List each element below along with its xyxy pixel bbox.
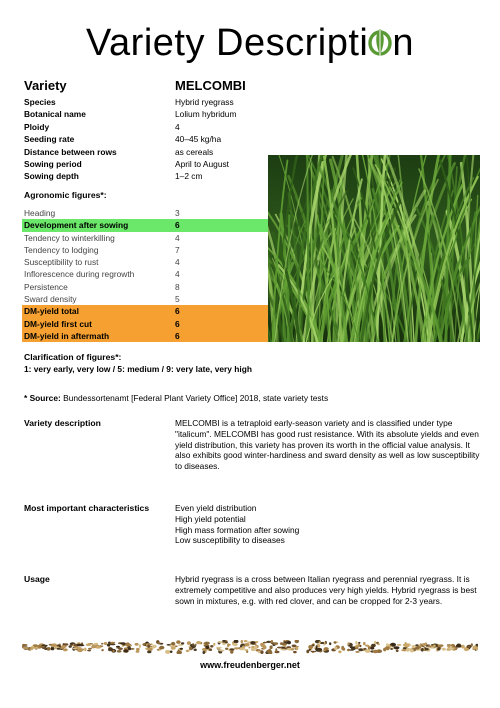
usage-label: Usage	[24, 574, 50, 584]
seed	[244, 640, 248, 642]
seed	[334, 641, 337, 644]
seed	[186, 650, 188, 652]
seed	[227, 643, 229, 647]
seed	[104, 642, 108, 645]
leaf-o-icon	[367, 25, 393, 57]
seed	[189, 647, 192, 650]
seed	[58, 645, 60, 647]
seed	[292, 645, 297, 648]
seed	[363, 642, 366, 645]
seed	[260, 650, 263, 654]
seed	[101, 643, 103, 645]
usage-text: Hybrid ryegrass is a cross between Italian ryegrass and perennial ryegrass. It is extremely competitive and also produces very high yields. Hybrid ryegrass is best sown in mixtures, e.g. with red clover, and can be cropped for 2-3 years.	[175, 574, 477, 606]
seed	[412, 645, 416, 649]
figure-label: Persistence	[24, 281, 68, 292]
seed	[23, 647, 29, 649]
seed	[151, 643, 153, 645]
seed	[117, 650, 122, 653]
seed	[86, 644, 92, 647]
seed	[316, 645, 318, 648]
source-text: Bundessortenamt [Federal Plant Variety Office] 2018, state variety tests	[60, 393, 329, 403]
seed	[319, 641, 321, 643]
seed	[125, 642, 130, 646]
seed	[360, 645, 362, 647]
figure-value: 6	[175, 306, 180, 317]
seed	[241, 640, 243, 643]
seed	[355, 641, 357, 644]
seed	[358, 642, 360, 644]
seed	[394, 646, 400, 649]
seed	[181, 642, 184, 644]
figure-value: 3	[175, 208, 180, 218]
seed	[309, 649, 311, 651]
characteristics-list	[175, 503, 475, 546]
seed	[438, 644, 443, 646]
seed	[473, 646, 478, 650]
seed	[210, 645, 213, 648]
seed	[34, 647, 38, 649]
seed	[427, 646, 432, 648]
figure-value: 4	[175, 257, 180, 268]
seed	[187, 641, 191, 645]
seed	[246, 650, 248, 653]
seed	[424, 648, 429, 650]
variety-description-text: MELCOMBI is a tetraploid early-season variety and is classified under type "italicum". MELCOMBI has good rust resistance. With its absolute yields and even yield distribution, this variety has proven its worth in the official value analysis. It also exhibits good winter-hardiness and sward density as well as low susceptibility to diseases.	[175, 418, 480, 472]
seed	[456, 644, 462, 647]
spec-value: 40–45 kg/ha	[175, 134, 222, 145]
figure-label: Heading	[24, 208, 56, 218]
spec-value: as cereals	[175, 146, 214, 157]
figure-row	[22, 232, 268, 244]
variety-description-label: Variety description	[24, 418, 101, 428]
figure-label: Susceptibility to rust	[24, 257, 99, 268]
seed	[447, 645, 450, 648]
list-item: Even yield distribution	[175, 503, 257, 513]
seed	[461, 645, 465, 649]
spec-label: Sowing period	[24, 158, 82, 169]
seed	[213, 643, 215, 646]
seed	[63, 648, 68, 651]
seed	[287, 641, 291, 644]
figure-row	[22, 293, 268, 305]
spec-row	[24, 109, 274, 121]
seed	[250, 641, 255, 644]
seed	[290, 648, 294, 650]
variety-label: Variety	[24, 78, 67, 93]
seed	[390, 648, 393, 650]
seed	[120, 642, 126, 645]
seed	[397, 644, 402, 646]
seed	[158, 642, 161, 644]
seed	[233, 643, 238, 647]
spec-value: 4	[175, 121, 180, 132]
seed	[347, 649, 350, 651]
spec-row	[24, 97, 274, 109]
footer-url[interactable]: www.freudenberger.net	[200, 660, 300, 670]
seed	[135, 643, 139, 646]
seed	[324, 647, 329, 650]
seed	[277, 647, 282, 649]
clarification-text: 1: very early, very low / 5: medium / 9: very late, very high	[24, 364, 252, 374]
seed	[273, 642, 278, 645]
seed	[176, 640, 181, 644]
figure-row	[22, 281, 268, 293]
seed	[329, 642, 331, 645]
figure-label: Tendency to lodging	[24, 244, 99, 255]
seed	[218, 641, 223, 643]
seed	[110, 642, 115, 644]
seed	[415, 644, 418, 646]
figure-value: 6	[175, 318, 180, 329]
figure-row	[22, 330, 268, 342]
title-text: Variety Descripti	[86, 22, 369, 64]
seed	[165, 650, 171, 654]
seed	[263, 646, 267, 649]
seed	[57, 648, 61, 650]
seed	[240, 647, 245, 650]
spec-label: Seeding rate	[24, 134, 75, 145]
seed	[433, 645, 436, 648]
seed	[128, 646, 130, 649]
figure-value: 6	[175, 220, 180, 231]
list-item: Low susceptibility to diseases	[175, 535, 285, 546]
clarification-title: Clarification of figures*:	[24, 352, 122, 362]
seed	[437, 647, 440, 650]
seed	[385, 646, 389, 649]
spec-row	[24, 171, 274, 183]
seed-strip-image	[22, 640, 478, 654]
seed	[406, 648, 410, 652]
figure-label: DM-yield in aftermath	[24, 330, 110, 341]
seed	[152, 645, 156, 648]
seed	[209, 648, 212, 651]
seed	[230, 650, 233, 653]
seed	[88, 648, 92, 650]
seed-strip-decoration	[22, 640, 478, 654]
seed	[421, 648, 424, 652]
seed	[448, 648, 453, 650]
figure-value: 5	[175, 294, 180, 305]
seed	[118, 648, 123, 650]
seed	[396, 650, 399, 653]
spec-label: Distance between rows	[24, 146, 117, 157]
seed	[147, 651, 151, 654]
seed	[91, 645, 95, 648]
figure-label: DM-yield total	[24, 306, 79, 317]
seed	[266, 641, 271, 643]
seed	[338, 650, 341, 653]
seed	[275, 648, 277, 652]
figure-label: DM-yield first cut	[24, 318, 92, 329]
seed	[423, 644, 426, 646]
seed	[73, 648, 77, 650]
seed	[225, 648, 228, 650]
figure-value: 7	[175, 244, 180, 255]
seed	[112, 650, 114, 652]
seed	[178, 650, 180, 653]
seed	[171, 642, 175, 646]
seed	[51, 647, 55, 650]
seed	[139, 644, 141, 648]
seed	[295, 646, 298, 650]
seed	[22, 644, 28, 646]
seed	[244, 643, 249, 647]
seed	[124, 649, 129, 652]
seed	[171, 647, 176, 650]
seed	[196, 641, 201, 644]
seed	[234, 647, 239, 649]
seed	[308, 645, 313, 649]
spec-label: Species	[24, 97, 56, 107]
source-label: * Source:	[24, 393, 61, 403]
seed	[363, 648, 366, 650]
source-note	[24, 393, 328, 403]
seed	[84, 648, 86, 652]
figure-label: Sward density	[24, 294, 77, 305]
seed	[342, 648, 345, 651]
seed	[222, 643, 225, 646]
seed	[373, 650, 379, 653]
figure-row	[22, 305, 268, 317]
agronomic-figures-title: Agronomic figures*:	[24, 190, 107, 200]
spec-value: Hybrid ryegrass	[175, 97, 234, 107]
spec-label: Botanical name	[24, 109, 86, 120]
figure-value: 8	[175, 281, 180, 292]
seed	[356, 647, 359, 649]
spec-value: 1–2 cm	[175, 171, 203, 182]
seed	[69, 645, 72, 648]
seed	[180, 648, 183, 650]
seed	[471, 643, 473, 646]
seed	[77, 644, 81, 647]
seed	[386, 643, 388, 646]
seed	[194, 649, 197, 652]
seed	[248, 647, 250, 649]
seed	[167, 644, 171, 646]
seed	[87, 650, 91, 652]
characteristics-label: Most important characteristics	[24, 503, 150, 513]
spec-value: Lolium hybridum	[175, 109, 237, 120]
seed	[355, 651, 359, 653]
seed	[311, 651, 317, 653]
figure-value: 4	[175, 232, 180, 243]
seed	[216, 647, 222, 649]
seed	[260, 643, 265, 646]
figure-row	[22, 207, 268, 219]
agronomic-figures-table	[22, 207, 268, 342]
seed	[42, 648, 46, 650]
list-item: High yield potential	[175, 513, 246, 524]
seed	[295, 640, 299, 643]
figure-row	[22, 268, 268, 280]
seed	[205, 646, 209, 649]
seed	[219, 650, 225, 652]
spec-row	[24, 134, 274, 146]
seed	[101, 649, 103, 651]
seed	[403, 644, 407, 647]
spec-table	[24, 97, 274, 184]
seed	[77, 648, 83, 652]
seed	[192, 643, 195, 645]
spec-row	[24, 159, 274, 171]
seed	[270, 645, 273, 649]
seed	[281, 649, 286, 651]
seed	[293, 651, 297, 653]
seed	[204, 642, 210, 645]
seed	[350, 646, 355, 648]
grass-image	[268, 155, 480, 342]
seed	[30, 648, 34, 650]
seed	[44, 645, 48, 647]
page-title	[0, 22, 500, 65]
figure-label: Inflorescence during regrowth	[24, 269, 135, 280]
seed	[33, 644, 38, 646]
spec-row	[24, 122, 274, 134]
seed	[374, 641, 376, 645]
seed	[410, 649, 414, 652]
title-text-end: n	[392, 22, 414, 64]
seed	[281, 643, 287, 646]
figure-row	[22, 219, 268, 231]
seed	[377, 643, 380, 645]
seed	[254, 646, 257, 650]
grass-photo	[268, 155, 480, 342]
list-item: High mass formation after sowing	[175, 524, 300, 535]
seed	[147, 645, 150, 648]
figure-label: Tendency to winterkilling	[24, 232, 115, 243]
figure-value: 4	[175, 269, 180, 280]
seed	[334, 647, 337, 651]
seed	[420, 643, 422, 647]
figure-row	[22, 318, 268, 330]
seed	[230, 648, 235, 650]
spec-label: Sowing depth	[24, 171, 79, 182]
spec-label: Ploidy	[24, 121, 50, 132]
seed	[347, 642, 349, 645]
figure-row	[22, 244, 268, 256]
seed	[96, 646, 102, 649]
seed	[358, 648, 363, 651]
seed	[61, 645, 66, 648]
figure-value: 6	[175, 330, 180, 341]
seed	[159, 646, 164, 650]
seed	[116, 646, 120, 648]
spec-value: April to August	[175, 158, 230, 169]
seed	[371, 644, 376, 647]
variety-value: MELCOMBI	[175, 78, 246, 93]
seed	[442, 648, 446, 651]
seed	[258, 651, 260, 654]
seed	[170, 651, 173, 653]
figure-row	[22, 256, 268, 268]
spec-row	[24, 147, 274, 159]
seed	[136, 648, 140, 651]
seed	[466, 645, 470, 648]
figure-label: Development after sowing	[24, 220, 129, 231]
seed	[51, 643, 56, 646]
